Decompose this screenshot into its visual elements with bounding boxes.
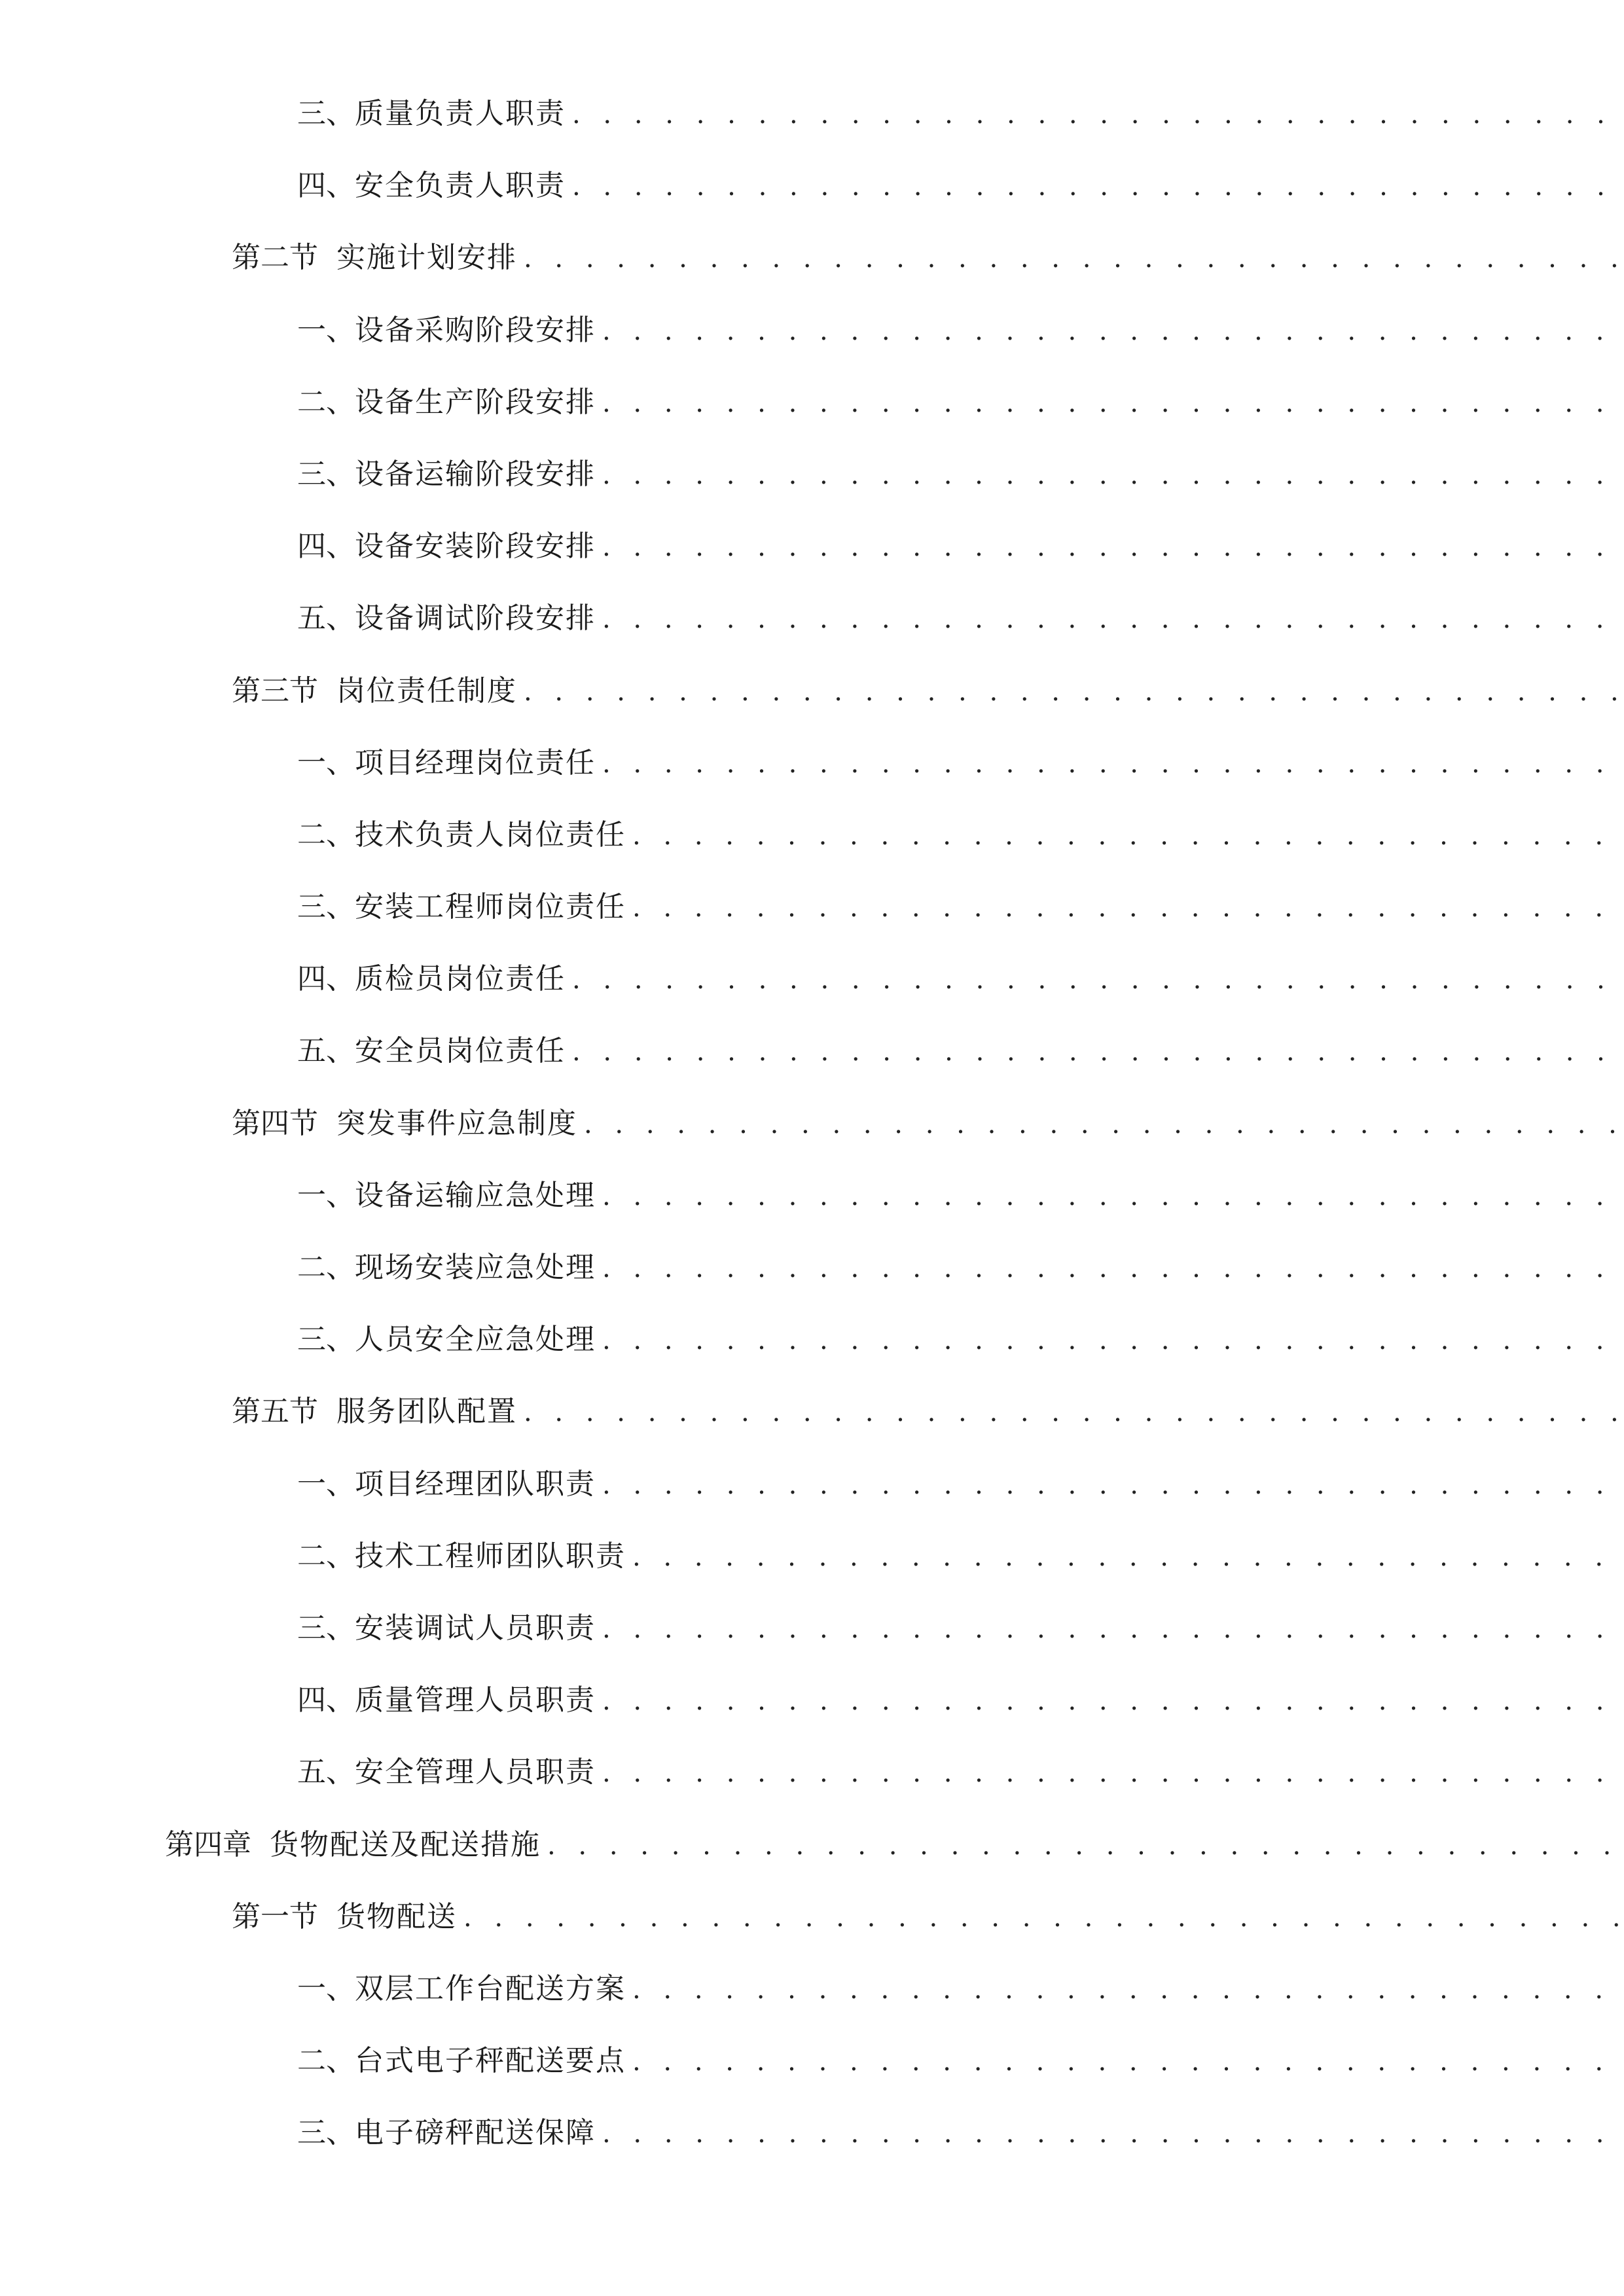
- toc-entry-number: 三、: [297, 890, 355, 924]
- toc-entry-title: 质量管理人员职责: [355, 1683, 596, 1717]
- toc-entry-title: 货物配送: [336, 1899, 457, 1933]
- toc-entry-number: 二、: [297, 385, 355, 419]
- toc-entry-number: 三、: [297, 1323, 355, 1357]
- toc-entry-number: 第五节: [232, 1395, 318, 1429]
- toc-entry-number: 二、: [297, 1539, 355, 1573]
- toc-entry-line: [0, 672, 1624, 711]
- toc-dot-leader: [572, 95, 1624, 134]
- toc-entry-title: 设备运输应急处理: [355, 1178, 596, 1212]
- toc-entry-title: 安装调试人员职责: [355, 1611, 596, 1645]
- toc-dot-leader: [572, 960, 1624, 999]
- toc-entry-number: 五、: [297, 1034, 355, 1068]
- toc-entry-title: 技术工程师团队职责: [355, 1539, 626, 1573]
- toc-entry-level-2[interactable]: [0, 1897, 1624, 1969]
- toc-entry-level-2[interactable]: [0, 1104, 1624, 1176]
- toc-entry-line: [0, 1465, 1624, 1505]
- toc-dot-leader: [602, 2114, 1624, 2153]
- toc-dot-leader: [602, 312, 1624, 351]
- toc-dot-leader: [602, 744, 1624, 783]
- toc-entry-line: [0, 383, 1624, 423]
- toc-entry-number: 五、: [297, 1755, 355, 1789]
- toc-entry-number: 三、: [297, 2116, 355, 2150]
- toc-entry-line: [0, 527, 1624, 567]
- toc-entry-line: [0, 744, 1624, 783]
- toc-entry-line: [0, 599, 1624, 639]
- toc-entry-number: 第一节: [232, 1899, 318, 1933]
- toc-entry-level-3[interactable]: [0, 455, 1624, 527]
- toc-entry-title: 设备调试阶段安排: [355, 601, 596, 636]
- toc-entry-level-3[interactable]: [0, 383, 1624, 455]
- toc-dot-leader: [632, 816, 1624, 855]
- toc-dot-leader: [632, 1970, 1624, 2009]
- toc-entry-line: [0, 960, 1624, 999]
- toc-entry-level-3[interactable]: [0, 744, 1624, 816]
- toc-entry-level-3[interactable]: [0, 1753, 1624, 1825]
- toc-entry-number: 三、: [297, 1611, 355, 1645]
- toc-entry-number: 一、: [297, 1178, 355, 1212]
- toc-dot-leader: [602, 1177, 1624, 1216]
- toc-entry-line: [0, 1969, 1624, 2009]
- toc-dot-leader: [584, 1105, 1624, 1144]
- toc-entry-level-3[interactable]: [0, 1681, 1624, 1753]
- toc-entry-level-3[interactable]: [0, 1176, 1624, 1248]
- toc-entry-line: [0, 1897, 1624, 1937]
- toc-entry-title: 安全负责人职责: [355, 169, 566, 203]
- toc-entry-number: 第四章: [165, 1827, 251, 1861]
- toc-entry-level-2[interactable]: [0, 238, 1624, 310]
- toc-entry-line: [0, 166, 1624, 206]
- toc-entry-title: 双层工作台配送方案: [355, 1971, 626, 2005]
- toc-dot-leader: [524, 672, 1624, 711]
- toc-entry-title: 电子磅秤配送保障: [355, 2116, 596, 2150]
- toc-dot-leader: [602, 1753, 1624, 1793]
- toc-entry-level-3[interactable]: [0, 1537, 1624, 1609]
- toc-entry-number: 二、: [297, 1251, 355, 1284]
- toc-entry-title: 质检员岗位责任: [355, 962, 566, 996]
- toc-entry-level-3[interactable]: [0, 960, 1624, 1031]
- toc-entry-title: 实施计划安排: [336, 241, 517, 275]
- toc-dot-leader: [602, 1249, 1624, 1288]
- toc-entry-level-3[interactable]: [0, 1609, 1624, 1681]
- toc-entry-number: 二、: [297, 2044, 355, 2078]
- toc-entry-line: [0, 816, 1624, 855]
- toc-entry-number: 第二节: [232, 241, 318, 275]
- toc-dot-leader: [632, 888, 1624, 927]
- toc-dot-leader: [602, 384, 1624, 423]
- toc-dot-leader: [602, 1609, 1624, 1649]
- toc-entry-line: [0, 1248, 1624, 1288]
- toc-entry-level-1[interactable]: [0, 1825, 1624, 1897]
- toc-entry-title: 货物配送及配送措施: [270, 1827, 541, 1861]
- toc-entry-number: 一、: [297, 1467, 355, 1501]
- toc-entry-title: 岗位责任制度: [336, 673, 517, 708]
- toc-entry-number: 四、: [297, 962, 355, 996]
- toc-entry-title: 设备安装阶段安排: [355, 529, 596, 564]
- toc-entry-line: [0, 2113, 1624, 2153]
- toc-entry-title: 台式电子秤配送要点: [355, 2044, 626, 2078]
- toc-entry-level-3[interactable]: [0, 1031, 1624, 1103]
- toc-entry-title: 设备生产阶段安排: [355, 385, 596, 419]
- toc-dot-leader: [463, 1898, 1624, 1937]
- toc-entry-level-3[interactable]: [0, 1969, 1624, 2041]
- toc-entry-level-3[interactable]: [0, 2041, 1624, 2113]
- toc-entry-level-3[interactable]: [0, 166, 1624, 238]
- toc-entry-level-2[interactable]: [0, 672, 1624, 744]
- toc-entry-number: 四、: [297, 529, 355, 564]
- toc-entry-number: 一、: [297, 313, 355, 347]
- table-of-contents: [0, 94, 1624, 2185]
- toc-entry-title: 安全员岗位责任: [355, 1034, 566, 1068]
- toc-entry-line: [0, 888, 1624, 927]
- toc-entry-number: 第三节: [232, 673, 318, 708]
- toc-entry-level-3[interactable]: [0, 1320, 1624, 1392]
- toc-dot-leader: [602, 1321, 1624, 1360]
- toc-entry-title: 设备运输阶段安排: [355, 457, 596, 491]
- toc-entry-title: 设备采购阶段安排: [355, 313, 596, 347]
- toc-entry-level-3[interactable]: [0, 1248, 1624, 1320]
- toc-entry-line: [0, 311, 1624, 351]
- toc-entry-line: [0, 1825, 1624, 1865]
- toc-entry-title: 人员安全应急处理: [355, 1323, 596, 1357]
- toc-entry-title: 项目经理团队职责: [355, 1467, 596, 1501]
- toc-entry-number: 第四节: [232, 1106, 318, 1140]
- toc-entry-line: [0, 455, 1624, 495]
- toc-entry-level-3[interactable]: [0, 527, 1624, 599]
- toc-dot-leader: [602, 1465, 1624, 1505]
- toc-dot-leader: [602, 600, 1624, 639]
- toc-dot-leader: [602, 1681, 1624, 1721]
- toc-entry-line: [0, 1392, 1624, 1432]
- toc-entry-line: [0, 94, 1624, 134]
- toc-entry-number: 一、: [297, 745, 355, 780]
- toc-dot-leader: [632, 1537, 1624, 1577]
- toc-dot-leader: [602, 528, 1624, 567]
- toc-entry-line: [0, 1537, 1624, 1577]
- toc-entry-title: 服务团队配置: [336, 1395, 517, 1429]
- toc-entry-number: 四、: [297, 169, 355, 203]
- toc-entry-number: 二、: [297, 817, 355, 852]
- toc-entry-title: 质量负责人职责: [355, 97, 566, 130]
- toc-entry-level-3[interactable]: [0, 888, 1624, 960]
- toc-entry-number: 四、: [297, 1683, 355, 1717]
- toc-entry-level-3[interactable]: [0, 94, 1624, 166]
- toc-entry-number: 一、: [297, 1971, 355, 2005]
- toc-entry-line: [0, 1753, 1624, 1793]
- toc-entry-line: [0, 1104, 1624, 1144]
- toc-entry-level-3[interactable]: [0, 2113, 1624, 2185]
- toc-entry-line: [0, 1320, 1624, 1360]
- toc-entry-title: 突发事件应急制度: [336, 1106, 577, 1140]
- toc-dot-leader: [632, 2042, 1624, 2081]
- toc-entry-level-2[interactable]: [0, 1392, 1624, 1464]
- toc-entry-title: 项目经理岗位责任: [355, 745, 596, 780]
- toc-entry-line: [0, 1609, 1624, 1649]
- toc-entry-level-3[interactable]: [0, 311, 1624, 383]
- toc-dot-leader: [572, 167, 1624, 206]
- toc-dot-leader: [524, 1393, 1624, 1432]
- toc-entry-number: 三、: [297, 97, 355, 130]
- toc-entry-line: [0, 1031, 1624, 1071]
- toc-entry-title: 技术负责人岗位责任: [355, 817, 626, 852]
- toc-entry-title: 现场安装应急处理: [355, 1251, 596, 1284]
- toc-dot-leader: [547, 1826, 1624, 1865]
- toc-entry-title: 安装工程师岗位责任: [355, 890, 626, 924]
- toc-entry-level-3[interactable]: [0, 1465, 1624, 1537]
- toc-entry-number: 三、: [297, 457, 355, 491]
- toc-dot-leader: [602, 456, 1624, 495]
- toc-entry-line: [0, 1681, 1624, 1721]
- toc-dot-leader: [572, 1032, 1624, 1071]
- toc-entry-level-3[interactable]: [0, 599, 1624, 671]
- toc-entry-line: [0, 238, 1624, 278]
- toc-entry-line: [0, 1176, 1624, 1216]
- toc-entry-number: 五、: [297, 601, 355, 636]
- toc-entry-title: 安全管理人员职责: [355, 1755, 596, 1789]
- toc-entry-level-3[interactable]: [0, 816, 1624, 888]
- toc-dot-leader: [524, 239, 1624, 278]
- toc-entry-line: [0, 2041, 1624, 2081]
